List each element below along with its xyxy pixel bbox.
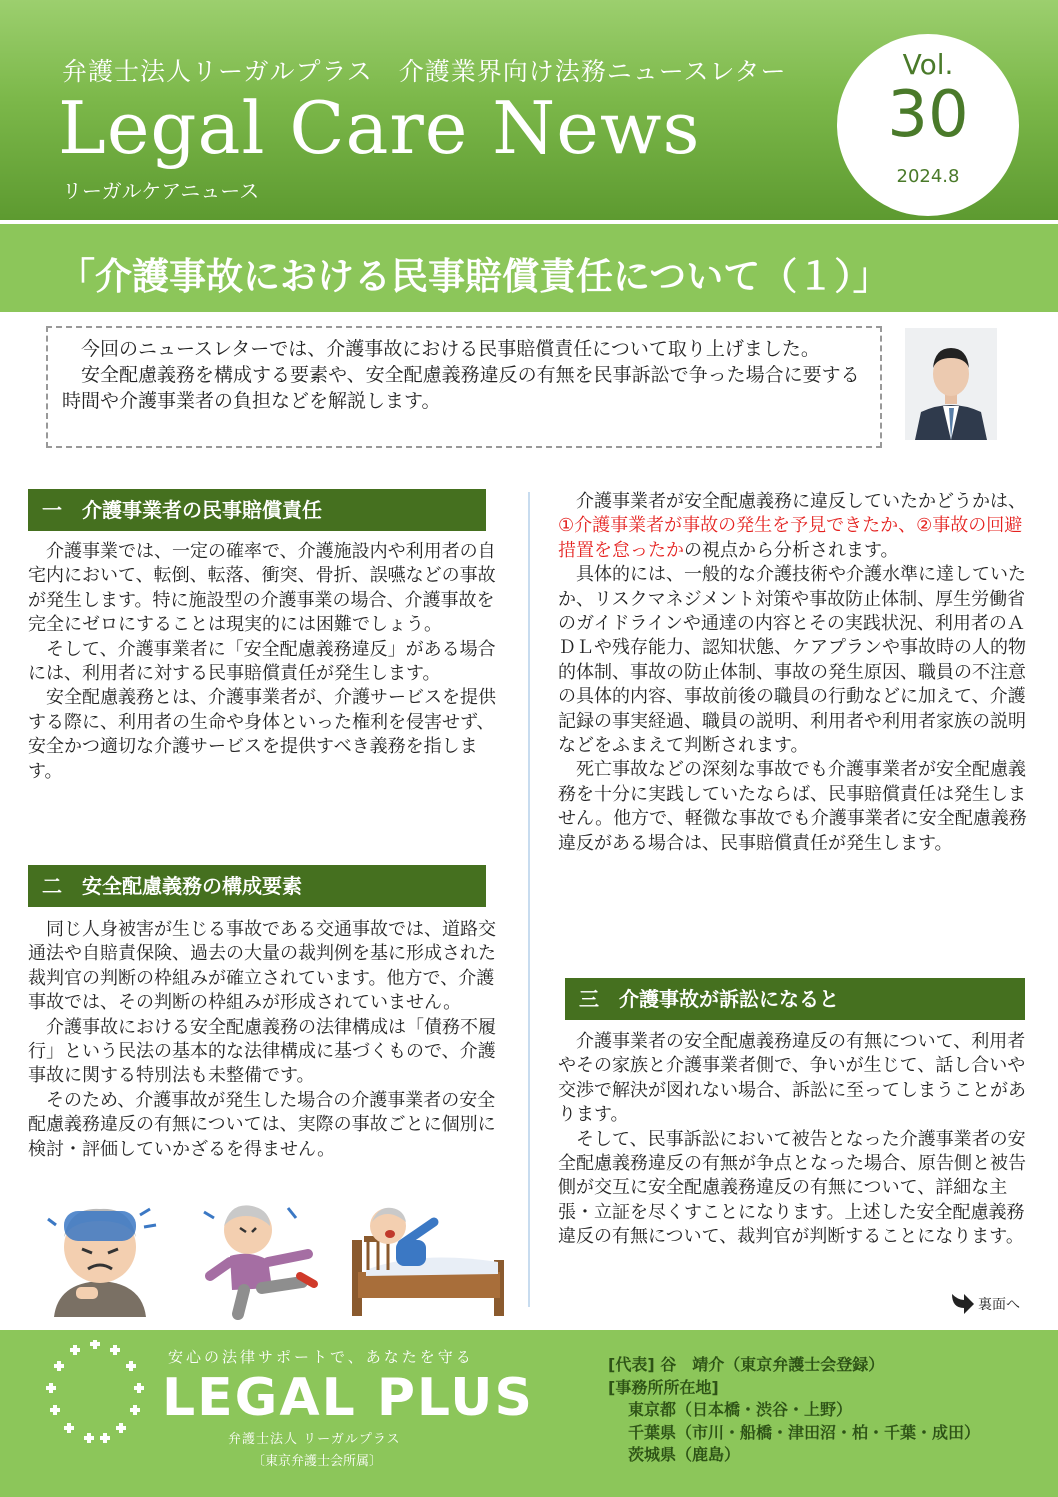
intro-paragraph-2: 安全配慮義務を構成する要素や、安全配慮義務違反の有無を民事訴訟で争った場合に要する時間や介護事業者の負担などを解説します。	[62, 364, 860, 412]
footer-logo-sub: 弁護士法人 リーガルプラス	[228, 1432, 401, 1447]
intro-paragraph-1: 今回のニュースレターでは、介護事故における民事賠償責任について取り上げました。	[81, 338, 820, 360]
page-title: 「介護事故における民事賠償責任について（１）」	[58, 255, 890, 298]
bed-fall-illustration	[348, 1200, 508, 1322]
masthead-kana: リーガルケアニュース	[62, 179, 260, 203]
volume-badge	[837, 34, 1019, 216]
section-1-paragraph: そして、介護事業者に「安全配慮義務違反」がある場合には、利用者に対する民事賠償責任が発生します。	[28, 638, 496, 685]
office-item: 千葉県（市川・船橋・津田沼・柏・千葉・成田）	[628, 1422, 981, 1442]
footer-office-info	[608, 1354, 980, 1467]
lawyer-photo	[905, 328, 997, 440]
next-page-label: 裏面へ	[978, 1297, 1020, 1313]
highlighted-text: ①介護事業者が事故の発生を予見できたか、②事故の回避措置を怠ったか	[558, 515, 1023, 561]
section-heading-2: 二 安全配慮義務の構成要素	[28, 865, 486, 907]
next-arrow-icon	[948, 1290, 978, 1320]
right-paragraph-1: 介護事業者が安全配慮義務に違反していたかどうかは、①介護事業者が事故の発生を予見できたか、②事故の回避措置を怠ったかの視点から分析されます。	[558, 491, 1026, 561]
office-item: 茨城県（鹿島）	[628, 1445, 741, 1464]
issue-date: 2024.8	[896, 166, 960, 187]
representative: [代表] 谷 靖介（東京弁護士会登録）	[608, 1355, 885, 1374]
legal-plus-cross-logo	[40, 1340, 150, 1450]
section-3-paragraph: そして、民事訴訟において被告となった介護事業者の安全配慮義務違反の有無が争点となった場合、原告側と被告側が交互に安全配慮義務違反の有無について、詳細な主張・立証を尽くすことになります。上述した安全配慮義務違反の有無について、裁判官が判断することになります。	[558, 1128, 1026, 1248]
offices-label: [事務所所在地]	[608, 1377, 719, 1397]
footer-logo-text: LEGAL PLUS	[162, 1368, 534, 1428]
volume-number: 30	[887, 78, 969, 152]
footer	[0, 1330, 1058, 1497]
intro-box	[46, 326, 882, 448]
footer-bar-association: 〔東京弁護士会所属〕	[252, 1454, 383, 1469]
masthead-subtitle: 弁護士法人リーガルプラス 介護業界向け法務ニュースレター	[62, 57, 787, 86]
masthead-title: Legal Care News	[58, 86, 701, 170]
section-heading-3: 三 介護事故が訴訟になると	[565, 978, 1025, 1020]
section-2-paragraph: そのため、介護事故が発生した場合の介護事業者の安全配慮義務違反の有無については、実際の事故ごとに個別に検討・評価していかざるを得ません。	[28, 1089, 496, 1160]
right-paragraph-2: 具体的には、一般的な介護技術や介護水準に達していたか、リスクマネジメント対策や事故防止体制、厚生労働省のガイドラインや通達の内容とその実践状況、利用者のＡＤＬや残存能力、認知状態、ケアプランや事故時の人的物的体制、事故の防止体制、事故の発生原因、職員の不注意の具体的内容、事故前後の職員の行動などに加えて、介護記録の事実経過、職員の説明、利用者や利用者家族の説明などをふまえて判断されます。	[558, 564, 1026, 757]
section-1-paragraph: 介護事業では、一定の確率で、介護施設内や利用者の自宅内において、転倒、転落、衝突、骨折、誤嚥などの事故が発生します。特に施設型の介護事業の場合、介護事故を完全にゼロにすることは現実的には困難でしょう。	[28, 541, 496, 636]
right-paragraph-3: 死亡事故などの深刻な事故でも介護事業者が安全配慮義務を十分に実践していたならば、民事賠償責任は発生しません。他方で、軽微な事故でも介護事業者に安全配慮義務違反がある場合は、民事賠償責任が発生します。	[558, 759, 1027, 854]
section-heading-1: 一 介護事業者の民事賠償責任	[28, 489, 486, 531]
section-3-body	[558, 1030, 1038, 1250]
volume-label: Vol.	[902, 48, 954, 81]
office-item: 東京都（日本橋・渋谷・上野）	[628, 1400, 853, 1419]
right-column-body	[558, 490, 1038, 856]
section-1-paragraph: 安全配慮義務とは、介護事業者が、介護サービスを提供する際に、利用者の生命や身体といった権利を侵害せず、安全かつ適切な介護サービスを提供すべき義務を指します。	[28, 687, 496, 782]
section-3-paragraph: 介護事業者の安全配慮義務違反の有無について、利用者やその家族と介護事業者側で、争いが生じて、話し合いや交渉で解決が図れない場合、訴訟に至ってしまうことがあります。	[558, 1031, 1026, 1126]
column-divider	[528, 492, 530, 1307]
falling-elderly-illustration	[196, 1198, 326, 1320]
next-page-note	[948, 1290, 1020, 1320]
section-2-body	[28, 918, 506, 1162]
section-1-body	[28, 540, 506, 784]
headache-person-illustration	[40, 1195, 160, 1317]
masthead	[0, 0, 1058, 220]
section-2-paragraph: 同じ人身被害が生じる事故である交通事故では、道路交通法や自賠責保険、過去の大量の裁判例を基に形成された裁判官の判断の枠組みが確立されています。他方で、介護事故では、その判断の枠組みが形成されていません。	[28, 919, 496, 1014]
footer-tagline: 安心の法律サポートで、あなたを守る	[168, 1348, 474, 1366]
section-2-paragraph: 介護事故における安全配慮義務の法律構成は「債務不履行」という民法の基本的な法律構成に基づくもので、介護事故に関する特別法も未整備です。	[28, 1016, 496, 1087]
title-band	[0, 224, 1058, 312]
